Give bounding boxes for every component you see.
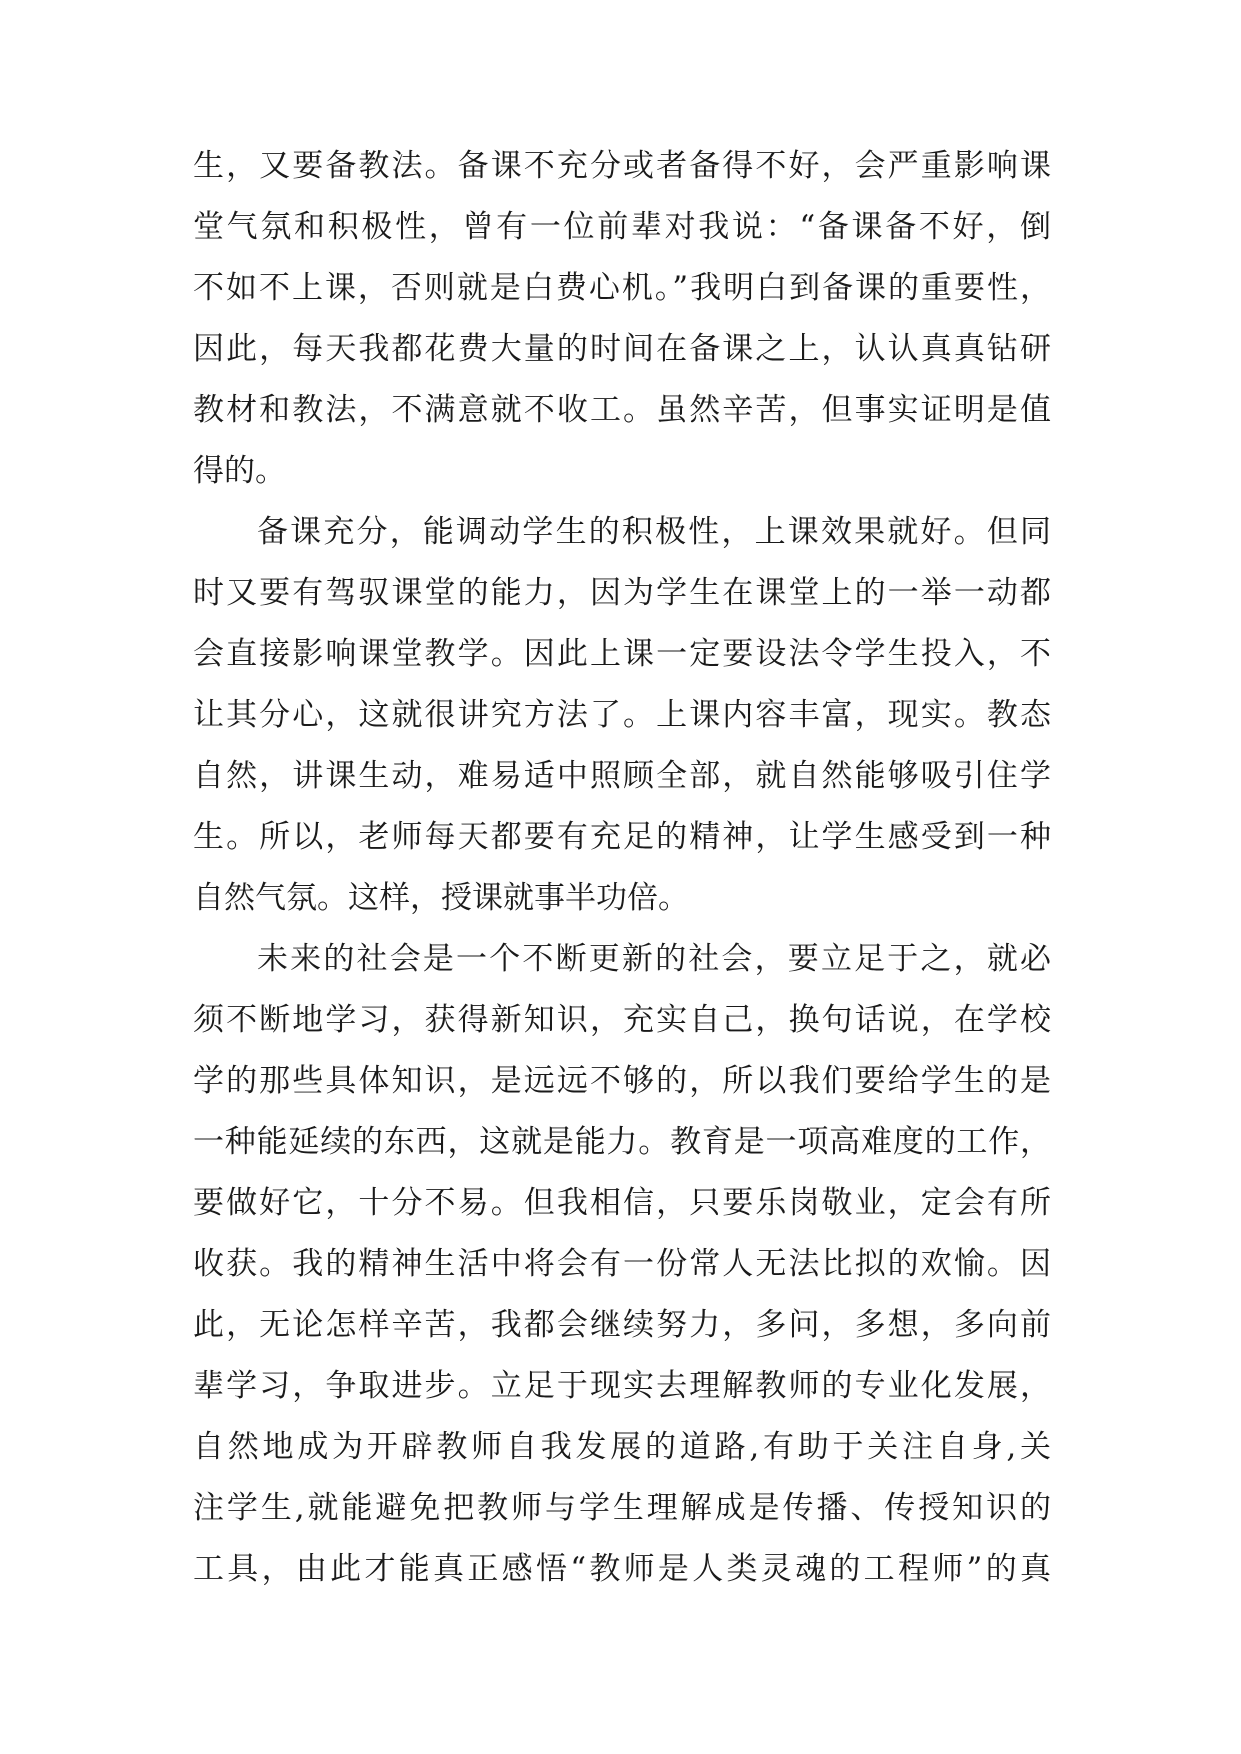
text-line: 得的。	[193, 453, 286, 489]
text-line: 收获。我的精神生活中将会有一份常人无法比拟的欢愉。因	[193, 1246, 1051, 1282]
text-line: 自然气氛。这样，授课就事半功倍。	[193, 880, 689, 916]
text-line: 未来的社会是一个不断更新的社会，要立足于之，就必	[257, 941, 1051, 977]
paragraph-2	[193, 502, 1051, 929]
text-line: 一种能延续的东西，这就是能力。教育是一项高难度的工作，	[193, 1124, 1051, 1160]
text-line: 学的那些具体知识，是远远不够的，所以我们要给学生的是	[193, 1063, 1051, 1099]
text-line: 教材和教法，不满意就不收工。虽然辛苦，但事实证明是值	[193, 392, 1051, 428]
text-line: 注学生,就能避免把教师与学生理解成是传播、传授知识的	[193, 1490, 1051, 1526]
text-line: 辈学习，争取进步。立足于现实去理解教师的专业化发展，	[193, 1368, 1051, 1404]
text-line: 工具，由此才能真正感悟“教师是人类灵魂的工程师”的真	[193, 1551, 1051, 1587]
text-line: 生。所以，老师每天都要有充足的精神，让学生感受到一种	[193, 819, 1051, 855]
text-line: 不如不上课，否则就是白费心机。”我明白到备课的重要性，	[193, 270, 1051, 306]
text-line: 自然地成为开辟教师自我发展的道路,有助于关注自身,关	[193, 1429, 1051, 1465]
text-line: 会直接影响课堂教学。因此上课一定要设法令学生投入，不	[193, 636, 1051, 672]
text-line: 时又要有驾驭课堂的能力，因为学生在课堂上的一举一动都	[193, 575, 1051, 611]
text-line: 生，又要备教法。备课不充分或者备得不好，会严重影响课	[193, 148, 1051, 184]
text-line: 堂气氛和积极性，曾有一位前辈对我说：“备课备不好，倒	[193, 209, 1051, 245]
text-line: 此，无论怎样辛苦，我都会继续努力，多问，多想，多向前	[193, 1307, 1051, 1343]
text-line: 备课充分，能调动学生的积极性，上课效果就好。但同	[257, 514, 1051, 550]
paragraph-3	[193, 929, 1051, 1600]
text-line: 自然，讲课生动，难易适中照顾全部，就自然能够吸引住学	[193, 758, 1051, 794]
text-line: 让其分心，这就很讲究方法了。上课内容丰富，现实。教态	[193, 697, 1051, 733]
text-line: 要做好它，十分不易。但我相信，只要乐岗敬业，定会有所	[193, 1185, 1051, 1221]
text-line: 须不断地学习，获得新知识，充实自己，换句话说，在学校	[193, 1002, 1051, 1038]
text-line: 因此，每天我都花费大量的时间在备课之上，认认真真钻研	[193, 331, 1051, 367]
document-page	[193, 136, 1051, 1600]
paragraph-1	[193, 136, 1051, 502]
